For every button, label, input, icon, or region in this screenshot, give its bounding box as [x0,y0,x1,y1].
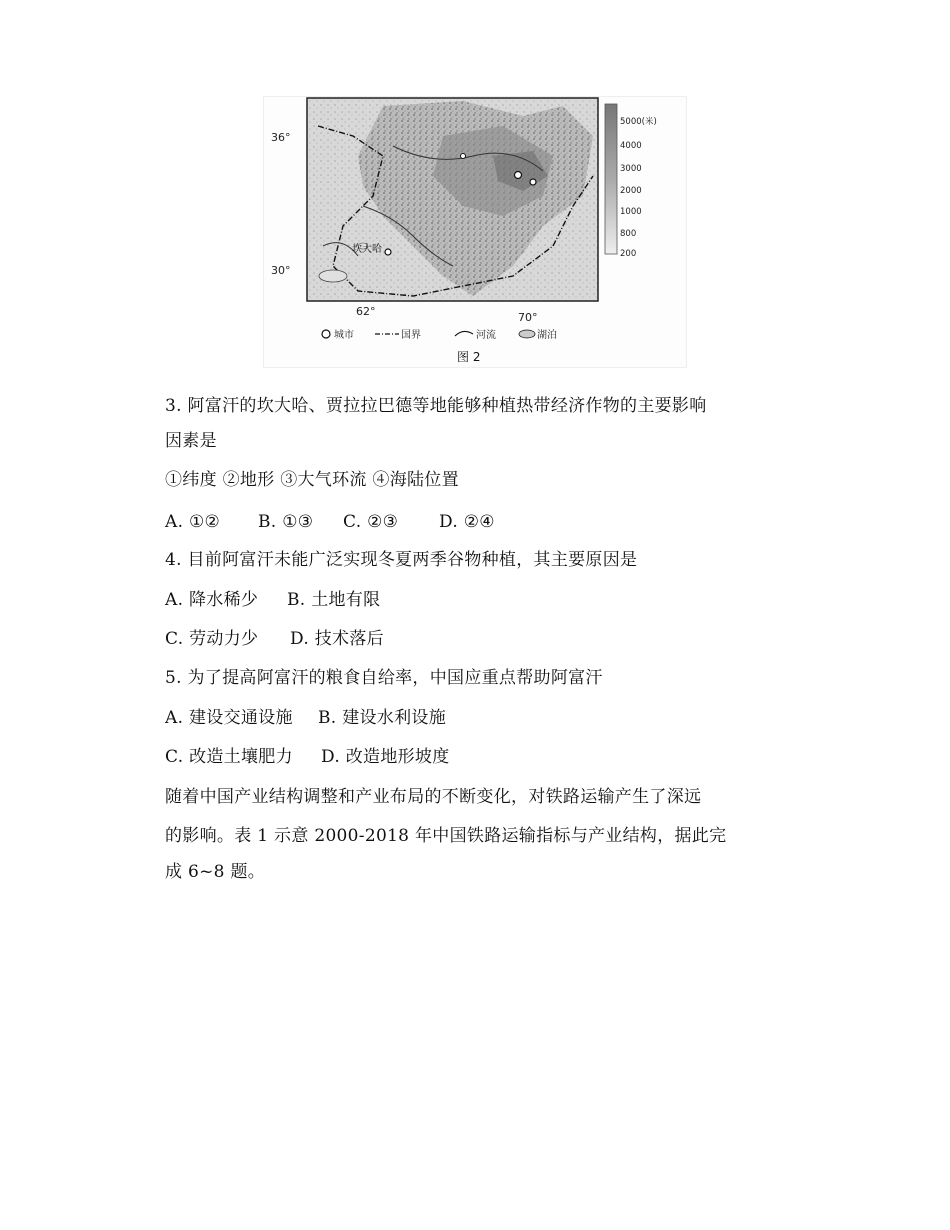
scale-3000: 3000 [620,164,642,174]
q4-options-row2 [165,629,384,649]
legend-border: 国界 [401,330,421,341]
q3-option-b[interactable]: B. ①③ [258,512,314,532]
q4-option-a[interactable]: A. 降水稀少 [165,590,259,610]
q5-options-row2 [165,747,450,767]
q3-stem-line1: 3. 阿富汗的坎大哈、贾拉拉巴德等地能够种植热带经济作物的主要影响 [165,396,707,416]
legend-lake: 湖泊 [537,330,557,341]
map-area [307,98,598,301]
q5-option-b[interactable]: B. 建设水利设施 [318,708,446,728]
kandahar-label: 坎大哈 [352,244,382,255]
scale-200: 200 [620,249,637,259]
q3-options [165,512,495,532]
scale-4000: 4000 [620,141,642,151]
q4-stem: 4. 目前阿富汗未能广泛实现冬夏两季谷物种植，其主要原因是 [165,550,638,570]
q4-options-row1 [165,590,380,610]
q5-option-c[interactable]: C. 改造土壤肥力 [165,747,293,767]
q3-factors: ①纬度 ②地形 ③大气环流 ④海陆位置 [165,470,459,490]
q4-option-d[interactable]: D. 技术落后 [290,629,384,649]
q3-option-c[interactable]: C. ②③ [343,512,399,532]
intro-line3: 成 6~8 题。 [165,862,266,882]
lat-label-36: 36° [271,131,291,144]
intro-line1: 随着中国产业结构调整和产业布局的不断变化，对铁路运输产生了深远 [165,787,702,807]
q5-option-d[interactable]: D. 改造地形坡度 [321,747,450,767]
legend-city: 城市 [334,330,354,341]
scale-5000: 5000(米) [620,117,657,127]
q5-stem: 5. 为了提高阿富汗的粮食自给率，中国应重点帮助阿富汗 [165,668,603,688]
scale-1000: 1000 [620,207,642,217]
intro-line2: 的影响。表 1 示意 2000-2018 年中国铁路运输指标与产业结构，据此完 [165,826,727,846]
figure-caption: 图 2 [457,350,481,364]
scale-2000: 2000 [620,186,642,196]
q5-option-a[interactable]: A. 建设交通设施 [165,708,293,728]
q4-option-b[interactable]: B. 土地有限 [287,590,381,610]
lon-label-62: 62° [356,305,376,318]
lon-label-70: 70° [518,311,538,324]
topographic-map-figure [263,96,687,368]
q3-stem-line2: 因素是 [165,431,217,451]
q4-option-c[interactable]: C. 劳动力少 [165,629,259,649]
q3-option-d[interactable]: D. ②④ [439,512,495,532]
q3-option-a[interactable]: A. ①② [165,512,221,532]
q5-options-row1 [165,708,446,728]
city-symbol-icon [322,330,330,338]
lat-label-30: 30° [271,264,291,277]
legend-river: 河流 [476,330,496,341]
scale-800: 800 [620,229,637,239]
lake-symbol-icon [519,330,535,338]
